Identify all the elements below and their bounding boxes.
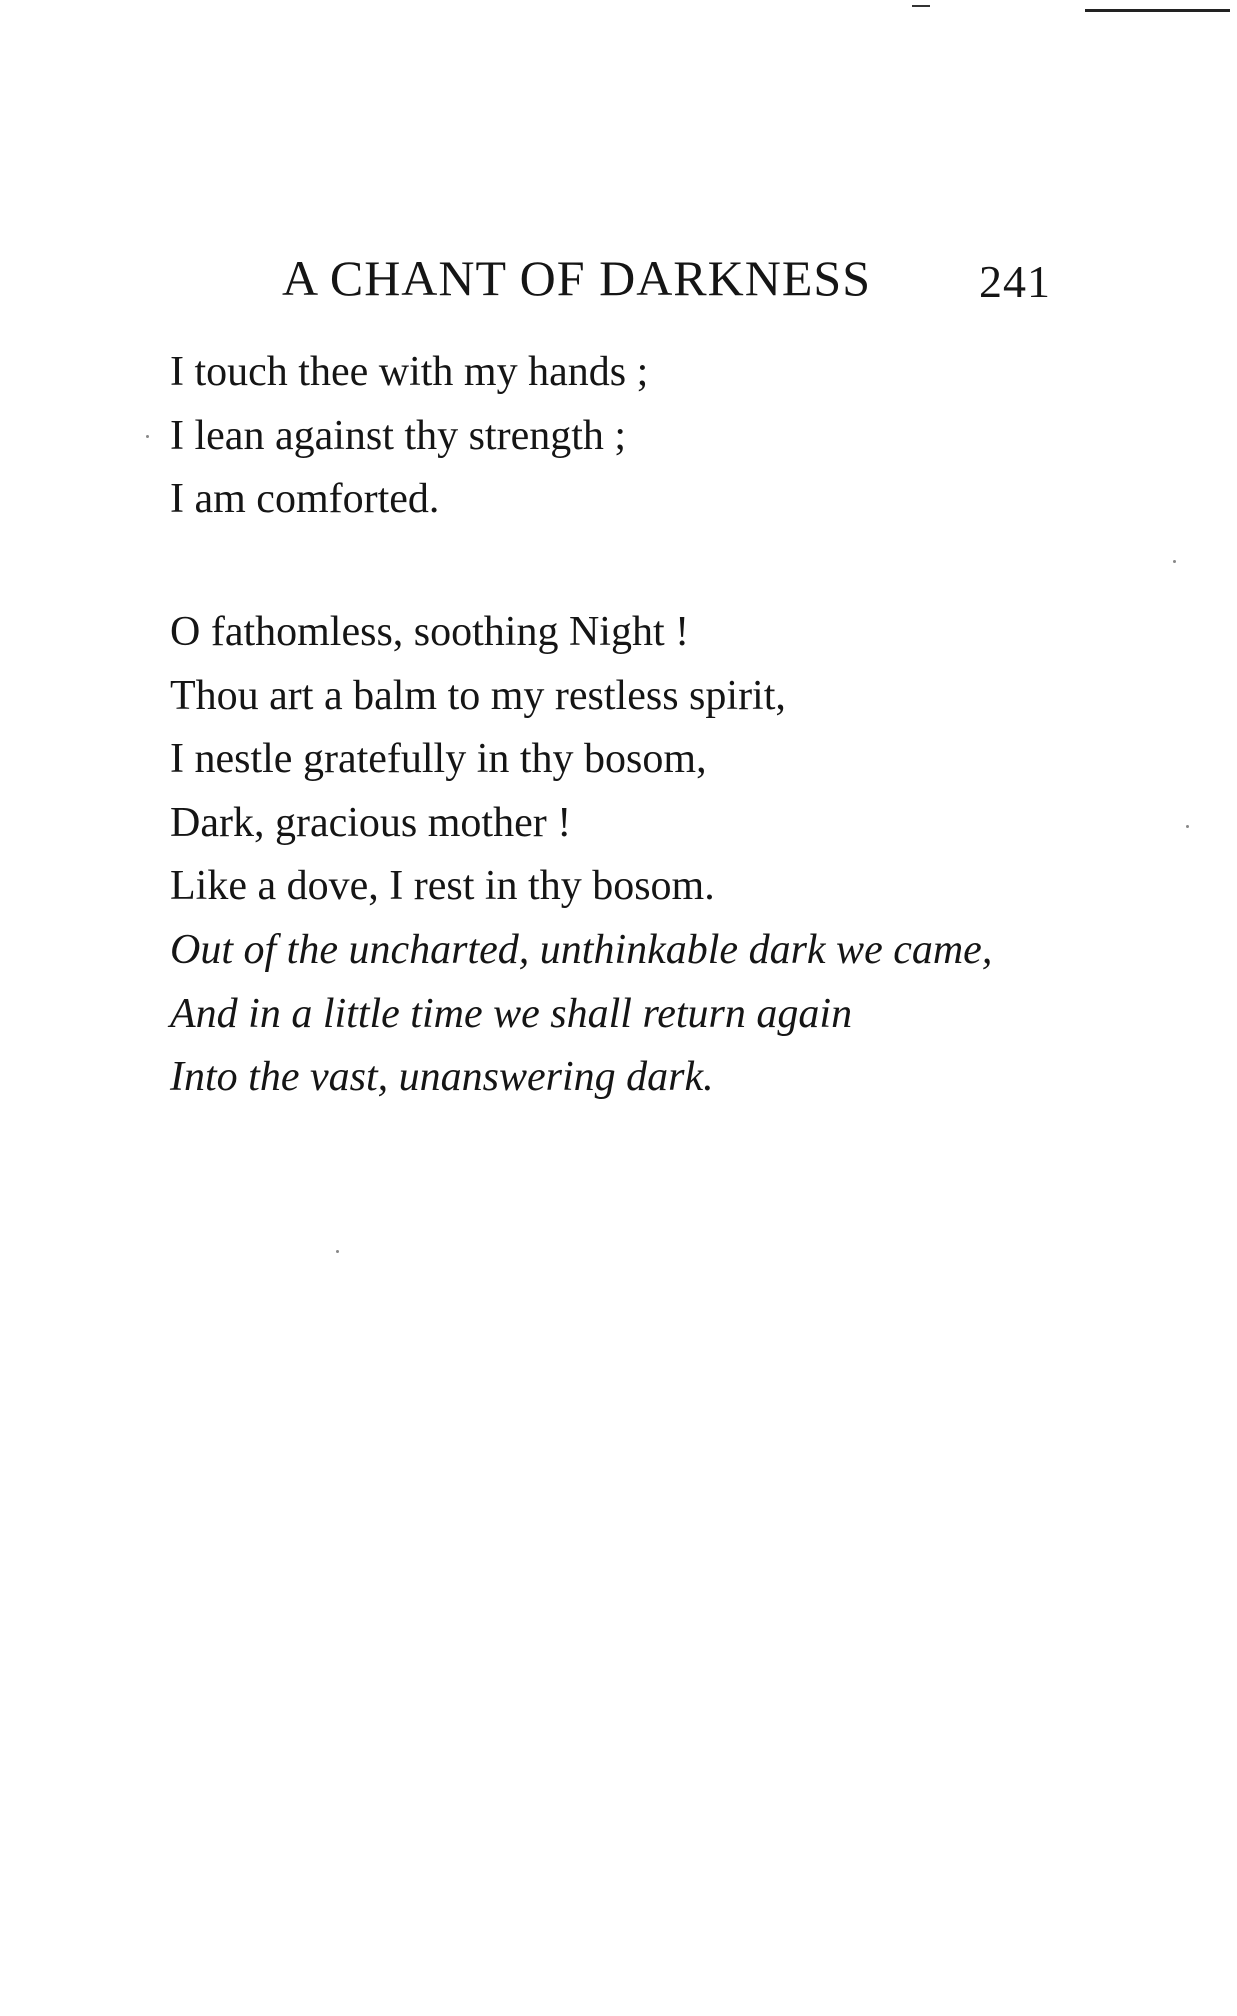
page-number: 241: [979, 256, 1051, 307]
poem-line: I nestle gratefully in thy bosom,: [170, 736, 707, 783]
scan-mark: [912, 5, 930, 7]
scan-speck: [1186, 825, 1189, 828]
running-title: A CHANT OF DARKNESS: [282, 250, 872, 306]
scan-speck: [146, 435, 149, 438]
poem-line-italic: Out of the uncharted, unthinkable dark we came,: [170, 926, 993, 973]
poem-line: Dark, gracious mother !: [170, 799, 572, 846]
stanza-1: [170, 341, 648, 532]
scan-rule: [1085, 9, 1230, 12]
poem-line: Thou art a balm to my restless spirit,: [170, 672, 786, 719]
poem-line: Like a dove, I rest in thy bosom.: [170, 863, 715, 910]
stanza-2: [170, 601, 992, 1110]
poem-line: O fathomless, soothing Night !: [170, 609, 690, 655]
poem-line: I am comforted.: [170, 476, 440, 523]
running-head: [282, 248, 1062, 308]
scan-speck: [336, 1250, 339, 1253]
poem-line-italic: Into the vast, unanswering dark.: [170, 1054, 714, 1101]
poem-line: I touch thee with my hands ;: [170, 349, 649, 395]
poem-line: I lean against thy strength ;: [170, 412, 627, 459]
poem-line-italic: And in a little time we shall return again: [170, 990, 853, 1037]
scan-speck: [1173, 560, 1176, 563]
